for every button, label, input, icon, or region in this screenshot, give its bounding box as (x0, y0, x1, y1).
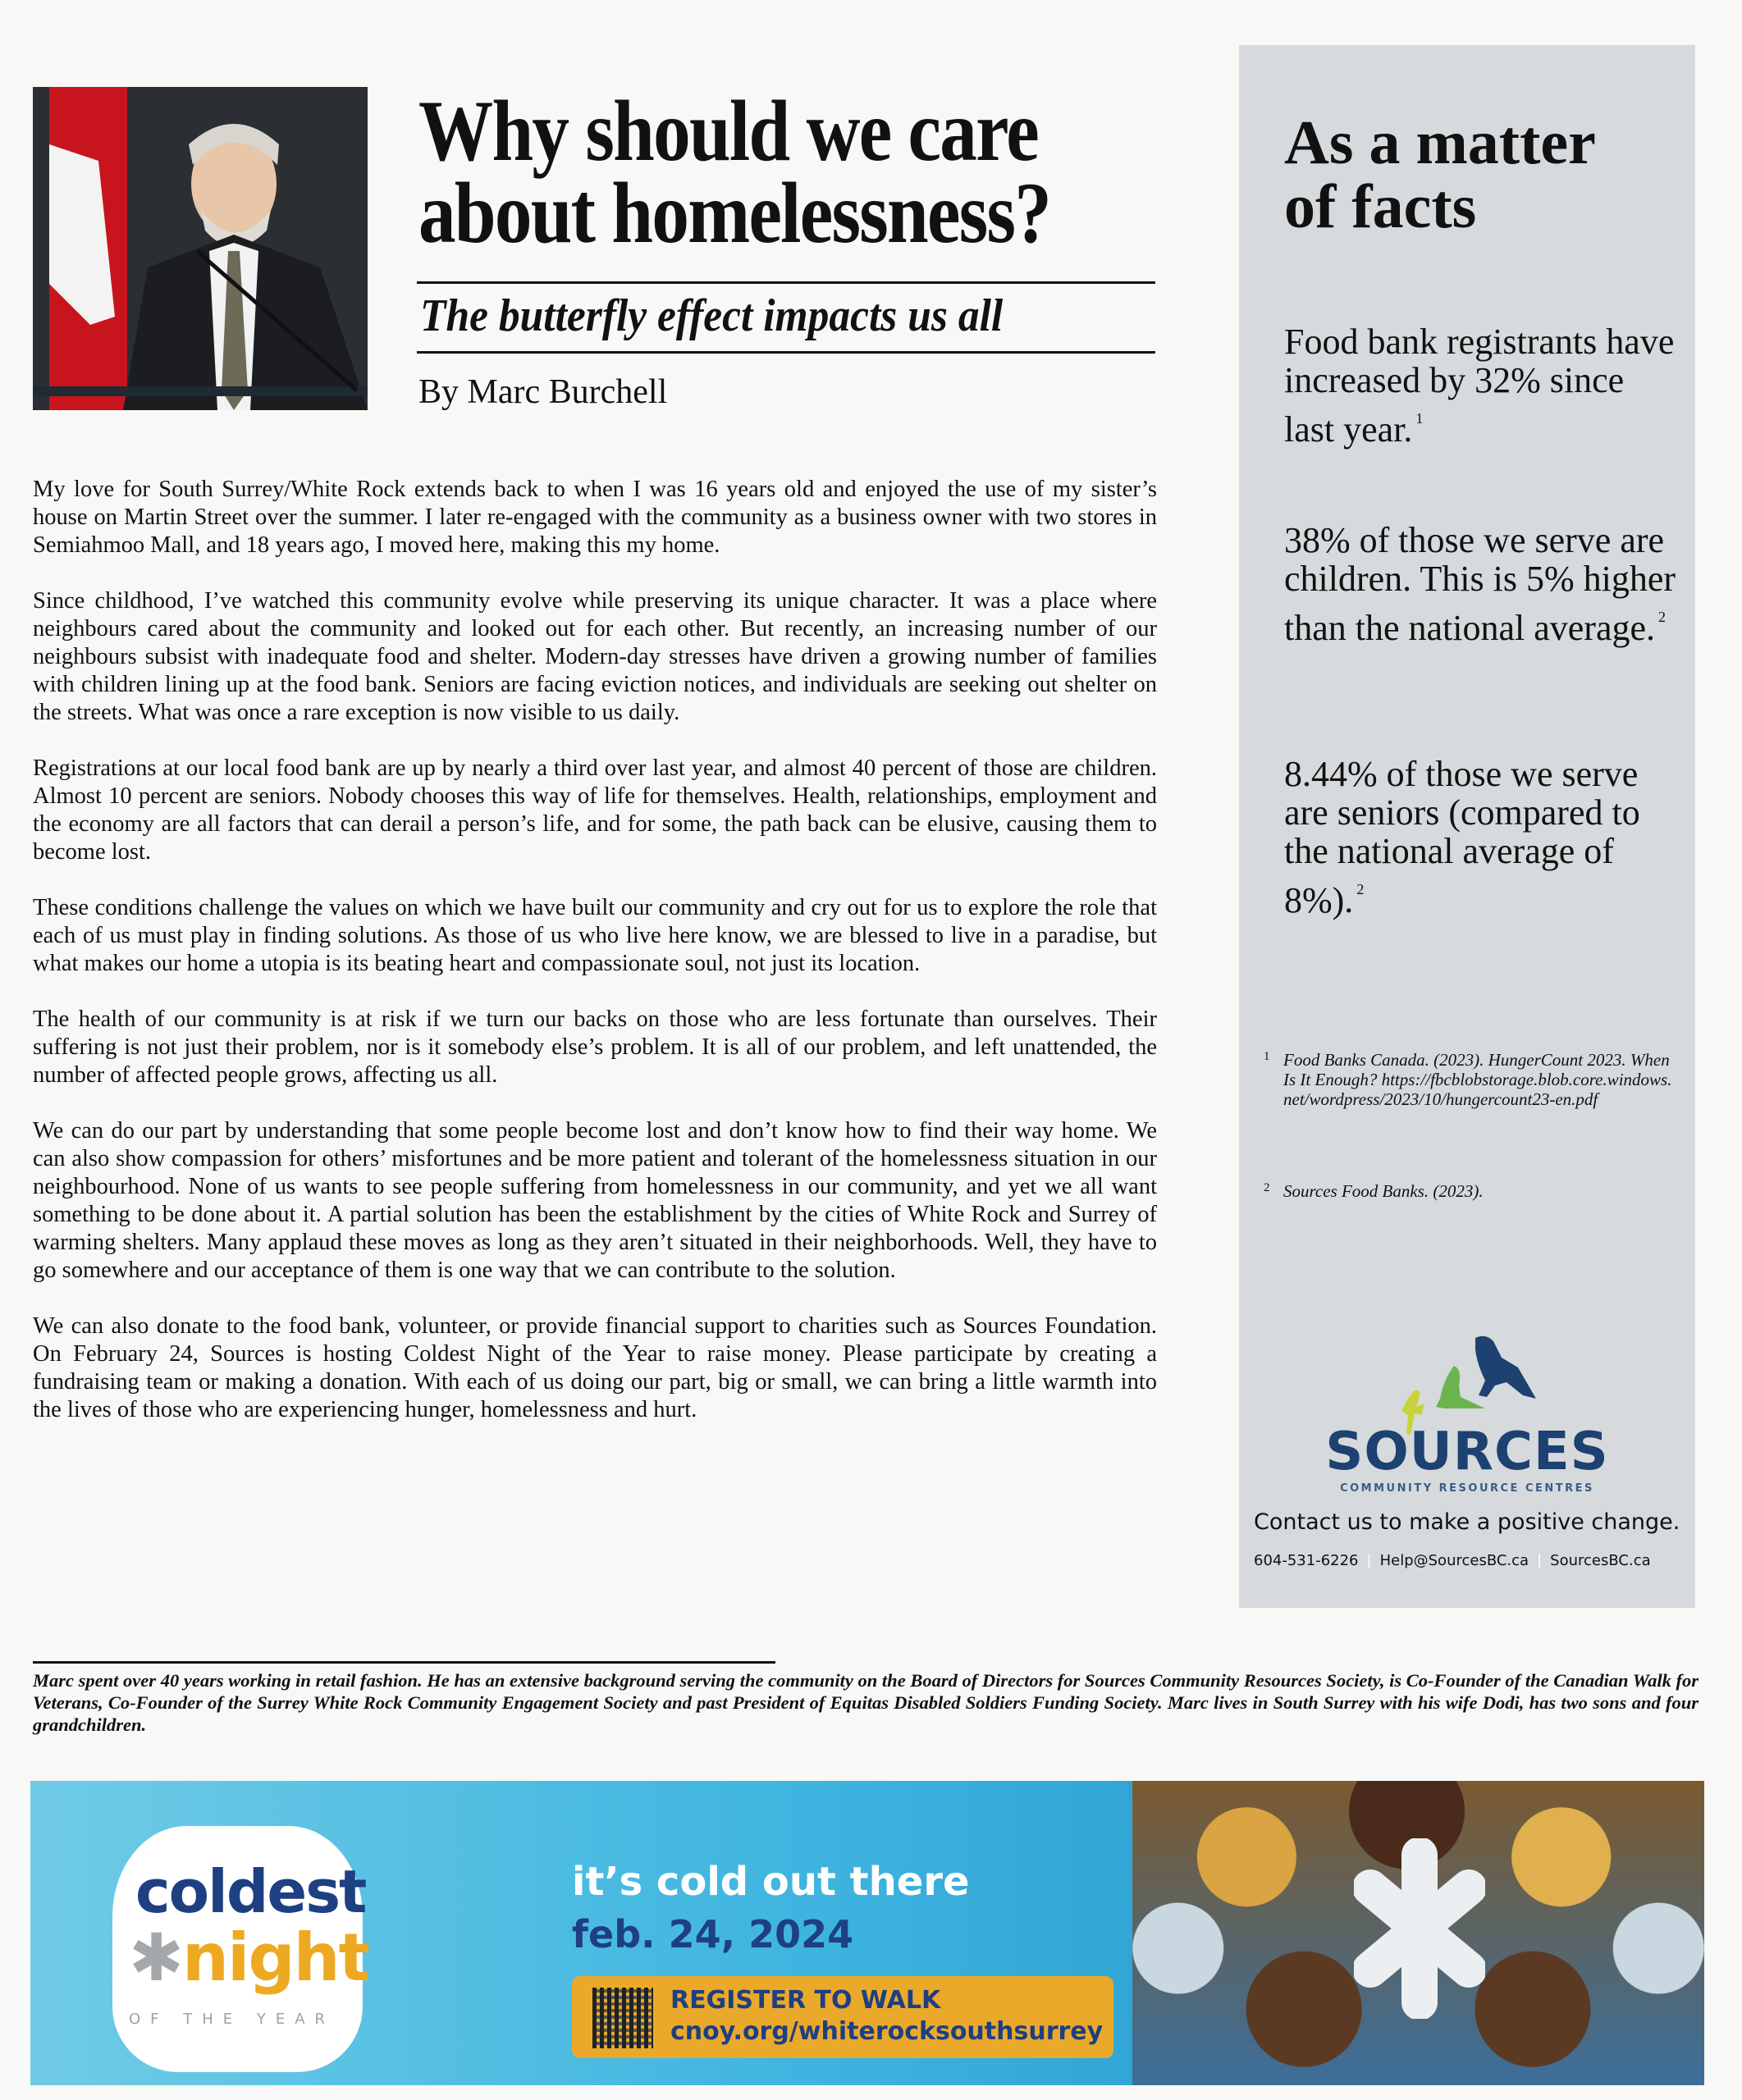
footnote-text: Food Banks Canada. (2023). HungerCount 2023. When Is It Enough? https://fbcblobstorage.blob.core.windows.net/wordpress/2023/10/hungercount23-en.pdf (1283, 1050, 1672, 1109)
footnote-ref: 2 (1658, 609, 1667, 625)
paragraph: We can do our part by understanding that some people become lost and don’t know how to find their way home. We can also show compassion for others’ misfortunes and be more patient and tolerant of the homelessness situation in our neighbourhood. None of us wants to see people suffering from homelessness in our community, and yet we all want something to be done about it. A partial solution has been the establishment by the cities of White Rock and Surrey of warming shelters. Many applaud these moves as long as they aren’t situated in their neighborhoods. Well, they have to go somewhere and our acceptance of them is one way that we can contribute to the solution. (33, 1118, 1157, 1283)
contact-details (1254, 1552, 1651, 1569)
phone-link[interactable]: 604-531-6226 (1254, 1552, 1359, 1569)
article-body (33, 476, 1157, 1452)
qr-code-icon[interactable] (592, 1988, 653, 2048)
separator: | (1537, 1552, 1543, 1569)
separator: | (1366, 1552, 1372, 1569)
fact-text: Food bank registrants have increased by 32% since last year. (1284, 322, 1675, 450)
bio-divider (33, 1661, 775, 1664)
headline-divider-bottom (417, 351, 1155, 354)
paragraph: Registrations at our local food bank are up by nearly a third over last year, and almost 40 percent of those are children. Almost 10 percent are seniors. Nobody chooses this way of life for themselves. Health, relationships, employment and the economy are all factors that can derail a person’s life, and for some, the path back can be elusive, causing them to become lost. (33, 756, 1157, 865)
email-link[interactable]: Help@SourcesBC.ca (1379, 1552, 1529, 1569)
logo-word-night (129, 1920, 368, 1996)
logo-of-the-year: OF THE YEAR (129, 2011, 336, 2028)
register-label: REGISTER TO WALK (670, 1986, 941, 2015)
logo-word-coldest: coldest (135, 1857, 366, 1926)
headline-line-1: Why should we care (418, 83, 1038, 179)
snowflake-icon (1354, 1838, 1485, 2019)
footnote-ref: 1 (1415, 410, 1424, 427)
banner-tagline: it’s cold out there (572, 1859, 970, 1905)
headline (418, 83, 1054, 261)
fact-item (1284, 322, 1678, 449)
coldest-night-logo (112, 1826, 368, 2072)
snowflake-asterisk-icon: ✱ (129, 1920, 183, 1996)
participants-photo-collage (1132, 1781, 1704, 2085)
footnote (1264, 1181, 1674, 1201)
author-photo (33, 87, 368, 410)
footnote-ref: 2 (1356, 881, 1365, 897)
paragraph: We can also donate to the food bank, volunteer, or provide financial support to charities such as Sources Foundation. On February 24, Sources is hosting Coldest Night of the Year to raise money. Please participate by creating a fundraising team or making a donation. With each of us doing our part, big or small, we can bring a little warmth into the lives of those who are experiencing hunger, homelessness and hurt. (33, 1313, 1157, 1422)
byline: By Marc Burchell (418, 373, 668, 411)
sidebar-title-line-2: of facts (1284, 172, 1477, 241)
coldest-night-banner[interactable] (30, 1781, 1704, 2085)
fact-text: 38% of those we serve are children. This is 5% higher than the national average. (1284, 520, 1676, 648)
fact-item (1284, 521, 1678, 647)
sources-logo-text: SOURCES (1325, 1422, 1609, 1482)
author-photo-illustration (33, 87, 368, 410)
contact-tagline: Contact us to make a positive change. (1254, 1509, 1680, 1535)
headline-divider-top (417, 281, 1155, 284)
website-link[interactable]: SourcesBC.ca (1550, 1552, 1651, 1569)
paragraph: My love for South Surrey/White Rock extends back to when I was 16 years old and enjoyed the use of my sister’s house on Martin Street over the summer. I later re-engaged with the community as a business owner with two stores in Semiahmoo Mall, and 18 years ago, I moved here, making this my home. (33, 477, 1157, 558)
footnote-text: Sources Food Banks. (2023). (1283, 1181, 1484, 1201)
fact-item (1284, 755, 1678, 920)
logo-night-text: night (182, 1920, 368, 1996)
paragraph: The health of our community is at risk if we turn our backs on those who are less fortunate than ourselves. Their suffering is not just their problem, nor is it somebody else’s problem. It is all of our problem, and left unattended, the number of affected people grows, affecting us all. (33, 1007, 1157, 1088)
author-bio: Marc spent over 40 years working in retail fashion. He has an extensive background serving the community on the Board of Directors for Sources Community Resources Society, is Co-Founder of the Canadian Walk for Veterans, Co-Founder of the Surrey White Rock Community Engagement Society and past President of Equitas Disabled Soldiers Funding Society. Marc lives in South Surrey with his wife Dodi, has two sons and four grandchildren. (33, 1670, 1699, 1735)
paragraph: Since childhood, I’ve watched this community evolve while preserving its unique character. It was a place where neighbours cared about the community and looked out for each other. But recently, an increasing number of our neighbours subsist with inadequate food and shelter. Modern-day stresses have driven a growing number of families with children lining up at the food bank. Seniors are facing eviction notices, and individuals are seeking out shelter on the streets. What was once a rare exception is now visible to us daily. (33, 588, 1157, 725)
sidebar-title-line-1: As a matter (1284, 108, 1596, 177)
sources-logo-subtitle: COMMUNITY RESOURCE CENTRES (1340, 1482, 1594, 1495)
paragraph: These conditions challenge the values on which we have built our community and cry out for us to explore the role that each of us must play in finding solutions. As those of us who live here know, we are blessed to live in a paradise, but what makes our home a utopia is its beating heart and compassionate soul, not just its location. (33, 895, 1157, 976)
footnote-number: 2 (1264, 1181, 1270, 1194)
subheadline: The butterfly effect impacts us all (420, 290, 1004, 341)
event-date: feb. 24, 2024 (572, 1912, 854, 1956)
headline-line-2: about homelessness? (418, 165, 1051, 261)
footnote (1264, 1050, 1674, 1109)
register-to-walk-button[interactable] (572, 1976, 1113, 2058)
register-url-link[interactable]: cnoy.org/whiterocksouthsurrey (670, 2017, 1104, 2046)
fact-text: 8.44% of those we serve are seniors (compared to the national average of 8%). (1284, 754, 1640, 920)
sidebar-title (1284, 108, 1596, 241)
footnote-number: 1 (1264, 1050, 1270, 1063)
facts-sidebar (1239, 45, 1695, 1608)
